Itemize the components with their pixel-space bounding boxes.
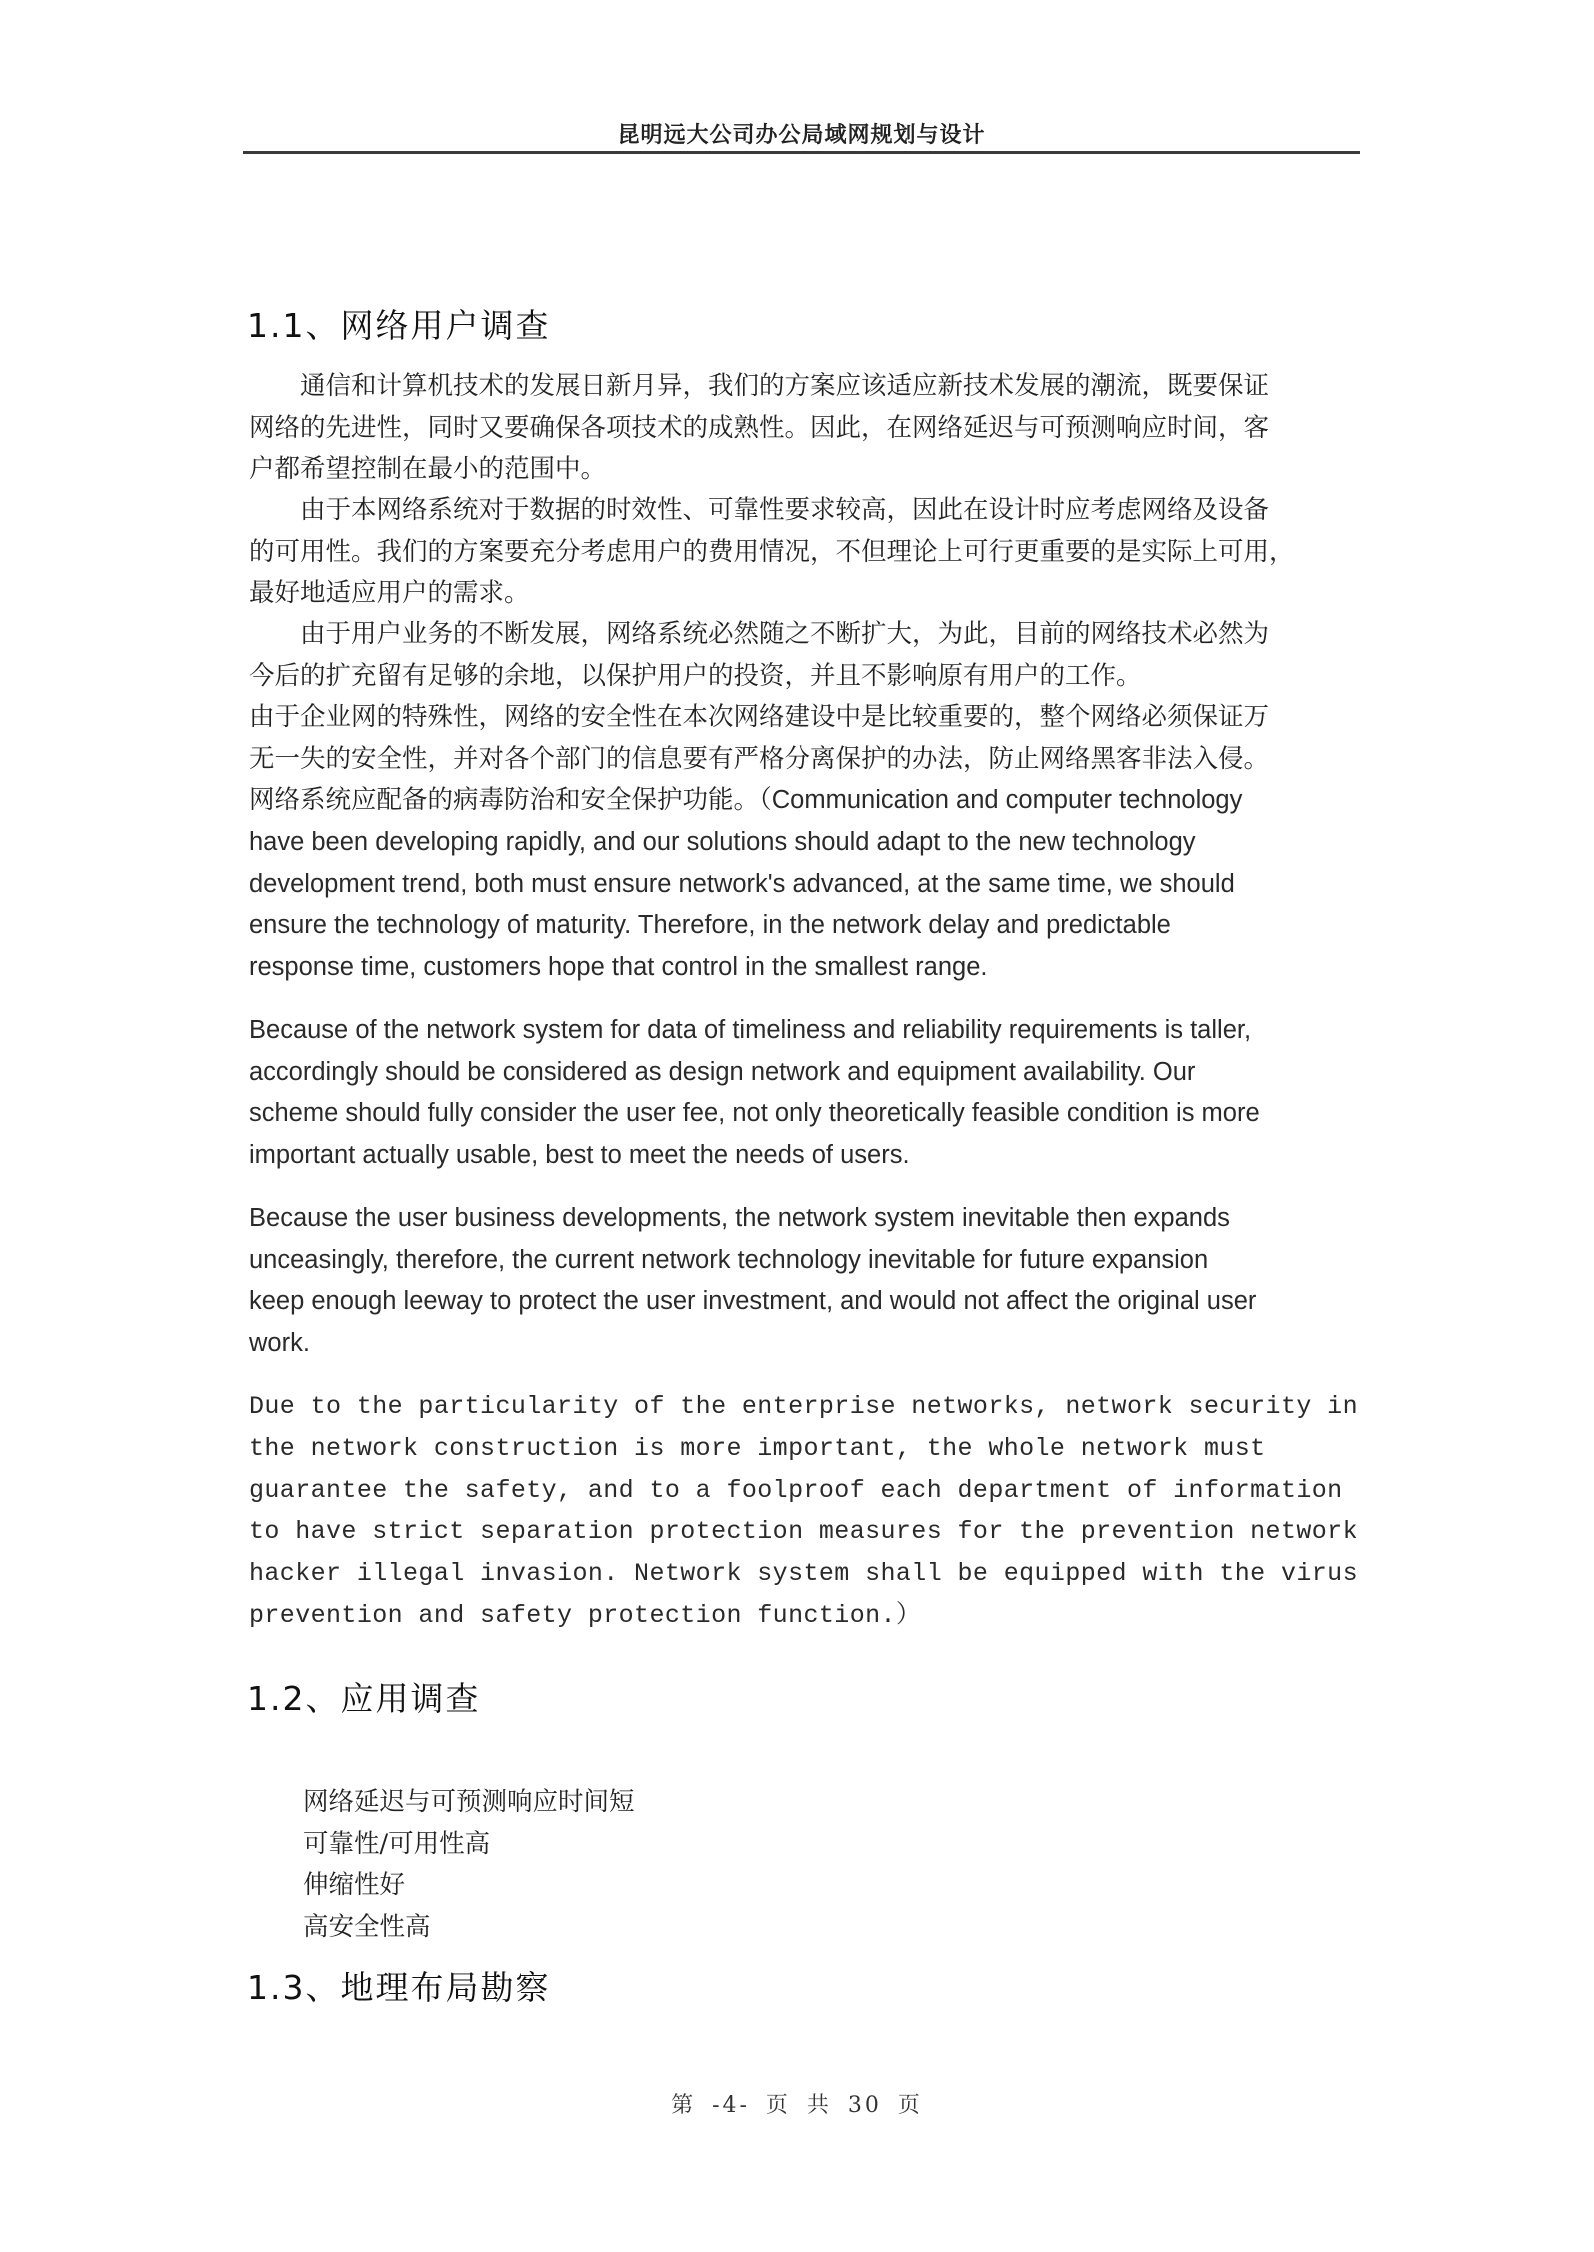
list-item: 伸缩性好 <box>303 1870 406 1900</box>
text-line: 的可用性。我们的方案要充分考虑用户的费用情况，不但理论上可行更重要的是实际上可用， <box>249 536 1295 567</box>
header-rule <box>243 151 1360 154</box>
text-cn-tail: 网络系统应配备的病毒防治和安全保护功能。（ <box>249 785 772 815</box>
running-header-title: 昆明远大公司办公局域网规划与设计 <box>617 123 986 148</box>
text-line: 最好地适应用户的需求。 <box>249 578 530 608</box>
text-line: scheme should fully consider the user fee, not only theoretically feasible condition is more <box>249 1099 1260 1127</box>
text-line: have been developing rapidly, and our solutions should adapt to the new technology <box>249 828 1196 856</box>
text-line: 由于用户业务的不断发展，网络系统必然随之不断扩大，为此，目前的网络技术必然为 <box>249 619 1270 649</box>
paragraph-network-user-3 <box>249 614 1362 697</box>
text-line: guarantee the safety, and to a foolproof each department of information <box>249 1475 1343 1505</box>
text-line: keep enough leeway to protect the user investment, and would not affect the original user <box>249 1287 1257 1315</box>
text-line: Because of the network system for data of timeliness and reliability requirements is taller, <box>249 1016 1252 1044</box>
text-line: 无一失的安全性，并对各个部门的信息要有严格分离保护的办法，防止网络黑客非法入侵。 <box>249 743 1270 774</box>
paragraph-english-4 <box>249 1386 1369 1637</box>
text-line: 通信和计算机技术的发展日新月异，我们的方案应该适应新技术发展的潮流，既要保证 <box>249 371 1270 401</box>
mixed-line <box>249 780 1242 822</box>
text-line: development trend, both must ensure network's advanced, at the same time, we should <box>249 869 1235 898</box>
paragraph-english-2 <box>249 1010 1369 1176</box>
paragraph-network-user-4-tail <box>249 780 1242 822</box>
text-line: 由于本网络系统对于数据的时效性、可靠性要求较高，因此在设计时应考虑网络及设备 <box>249 495 1270 525</box>
text-line: unceasingly, therefore, the current network technology inevitable for future expansion <box>249 1245 1209 1274</box>
section-heading-1-1: 1.1、网络用户调查 <box>247 306 551 345</box>
list-item: 网络延迟与可预测响应时间短 <box>303 1787 635 1817</box>
section-heading-1-2: 1.2、应用调查 <box>247 1679 481 1718</box>
text-line: 网络的先进性，同时又要确保各项技术的成熟性。因此，在网络延迟与可预测响应时间，客 <box>249 412 1270 443</box>
paragraph-english-3 <box>249 1198 1369 1364</box>
list-item: 可靠性/可用性高 <box>303 1828 491 1859</box>
text-line: 今后的扩充留有足够的余地，以保护用户的投资，并且不影响原有用户的工作。 <box>249 660 1142 691</box>
text-line: important actually usable, best to meet the needs of users. <box>249 1140 910 1169</box>
page-number-footer: 第 -4- 页 共 30 页 <box>671 2093 923 2118</box>
text-line: work. <box>249 1328 310 1357</box>
text-line: Due to the particularity of the enterprise networks, network security in <box>249 1392 1358 1421</box>
paragraph-english-1 <box>249 822 1369 988</box>
text-line: prevention and safety protection function.） <box>249 1600 922 1630</box>
text-line: ensure the technology of maturity. Therefore, in the network delay and predictable <box>249 911 1171 939</box>
text-en-start: Communication and computer technology <box>771 786 1243 814</box>
text-line: Because the user business developments, the network system inevitable then expands <box>249 1204 1230 1232</box>
text-line: 由于企业网的特殊性，网络的安全性在本次网络建设中是比较重要的，整个网络必须保证万 <box>249 702 1270 732</box>
paragraph-network-user-1 <box>249 366 1362 491</box>
section-heading-1-3: 1.3、地理布局勘察 <box>247 1968 551 2007</box>
text-line: 户都希望控制在最小的范围中。 <box>249 454 607 484</box>
text-line: the network construction is more important, the whole network must <box>249 1433 1266 1463</box>
text-line: accordingly should be considered as design network and equipment availability. Our <box>249 1057 1196 1086</box>
text-line: response time, customers hope that control in the smallest range. <box>249 952 988 981</box>
text-line: to have strict separation protection measures for the prevention network <box>249 1517 1358 1547</box>
list-item: 高安全性高 <box>303 1911 431 1942</box>
application-requirements-list <box>303 1782 635 1948</box>
text-line: hacker illegal invasion. Network system shall be equipped with the virus <box>249 1559 1358 1589</box>
paragraph-network-user-2 <box>249 490 1362 615</box>
paragraph-network-user-4 <box>249 697 1362 780</box>
